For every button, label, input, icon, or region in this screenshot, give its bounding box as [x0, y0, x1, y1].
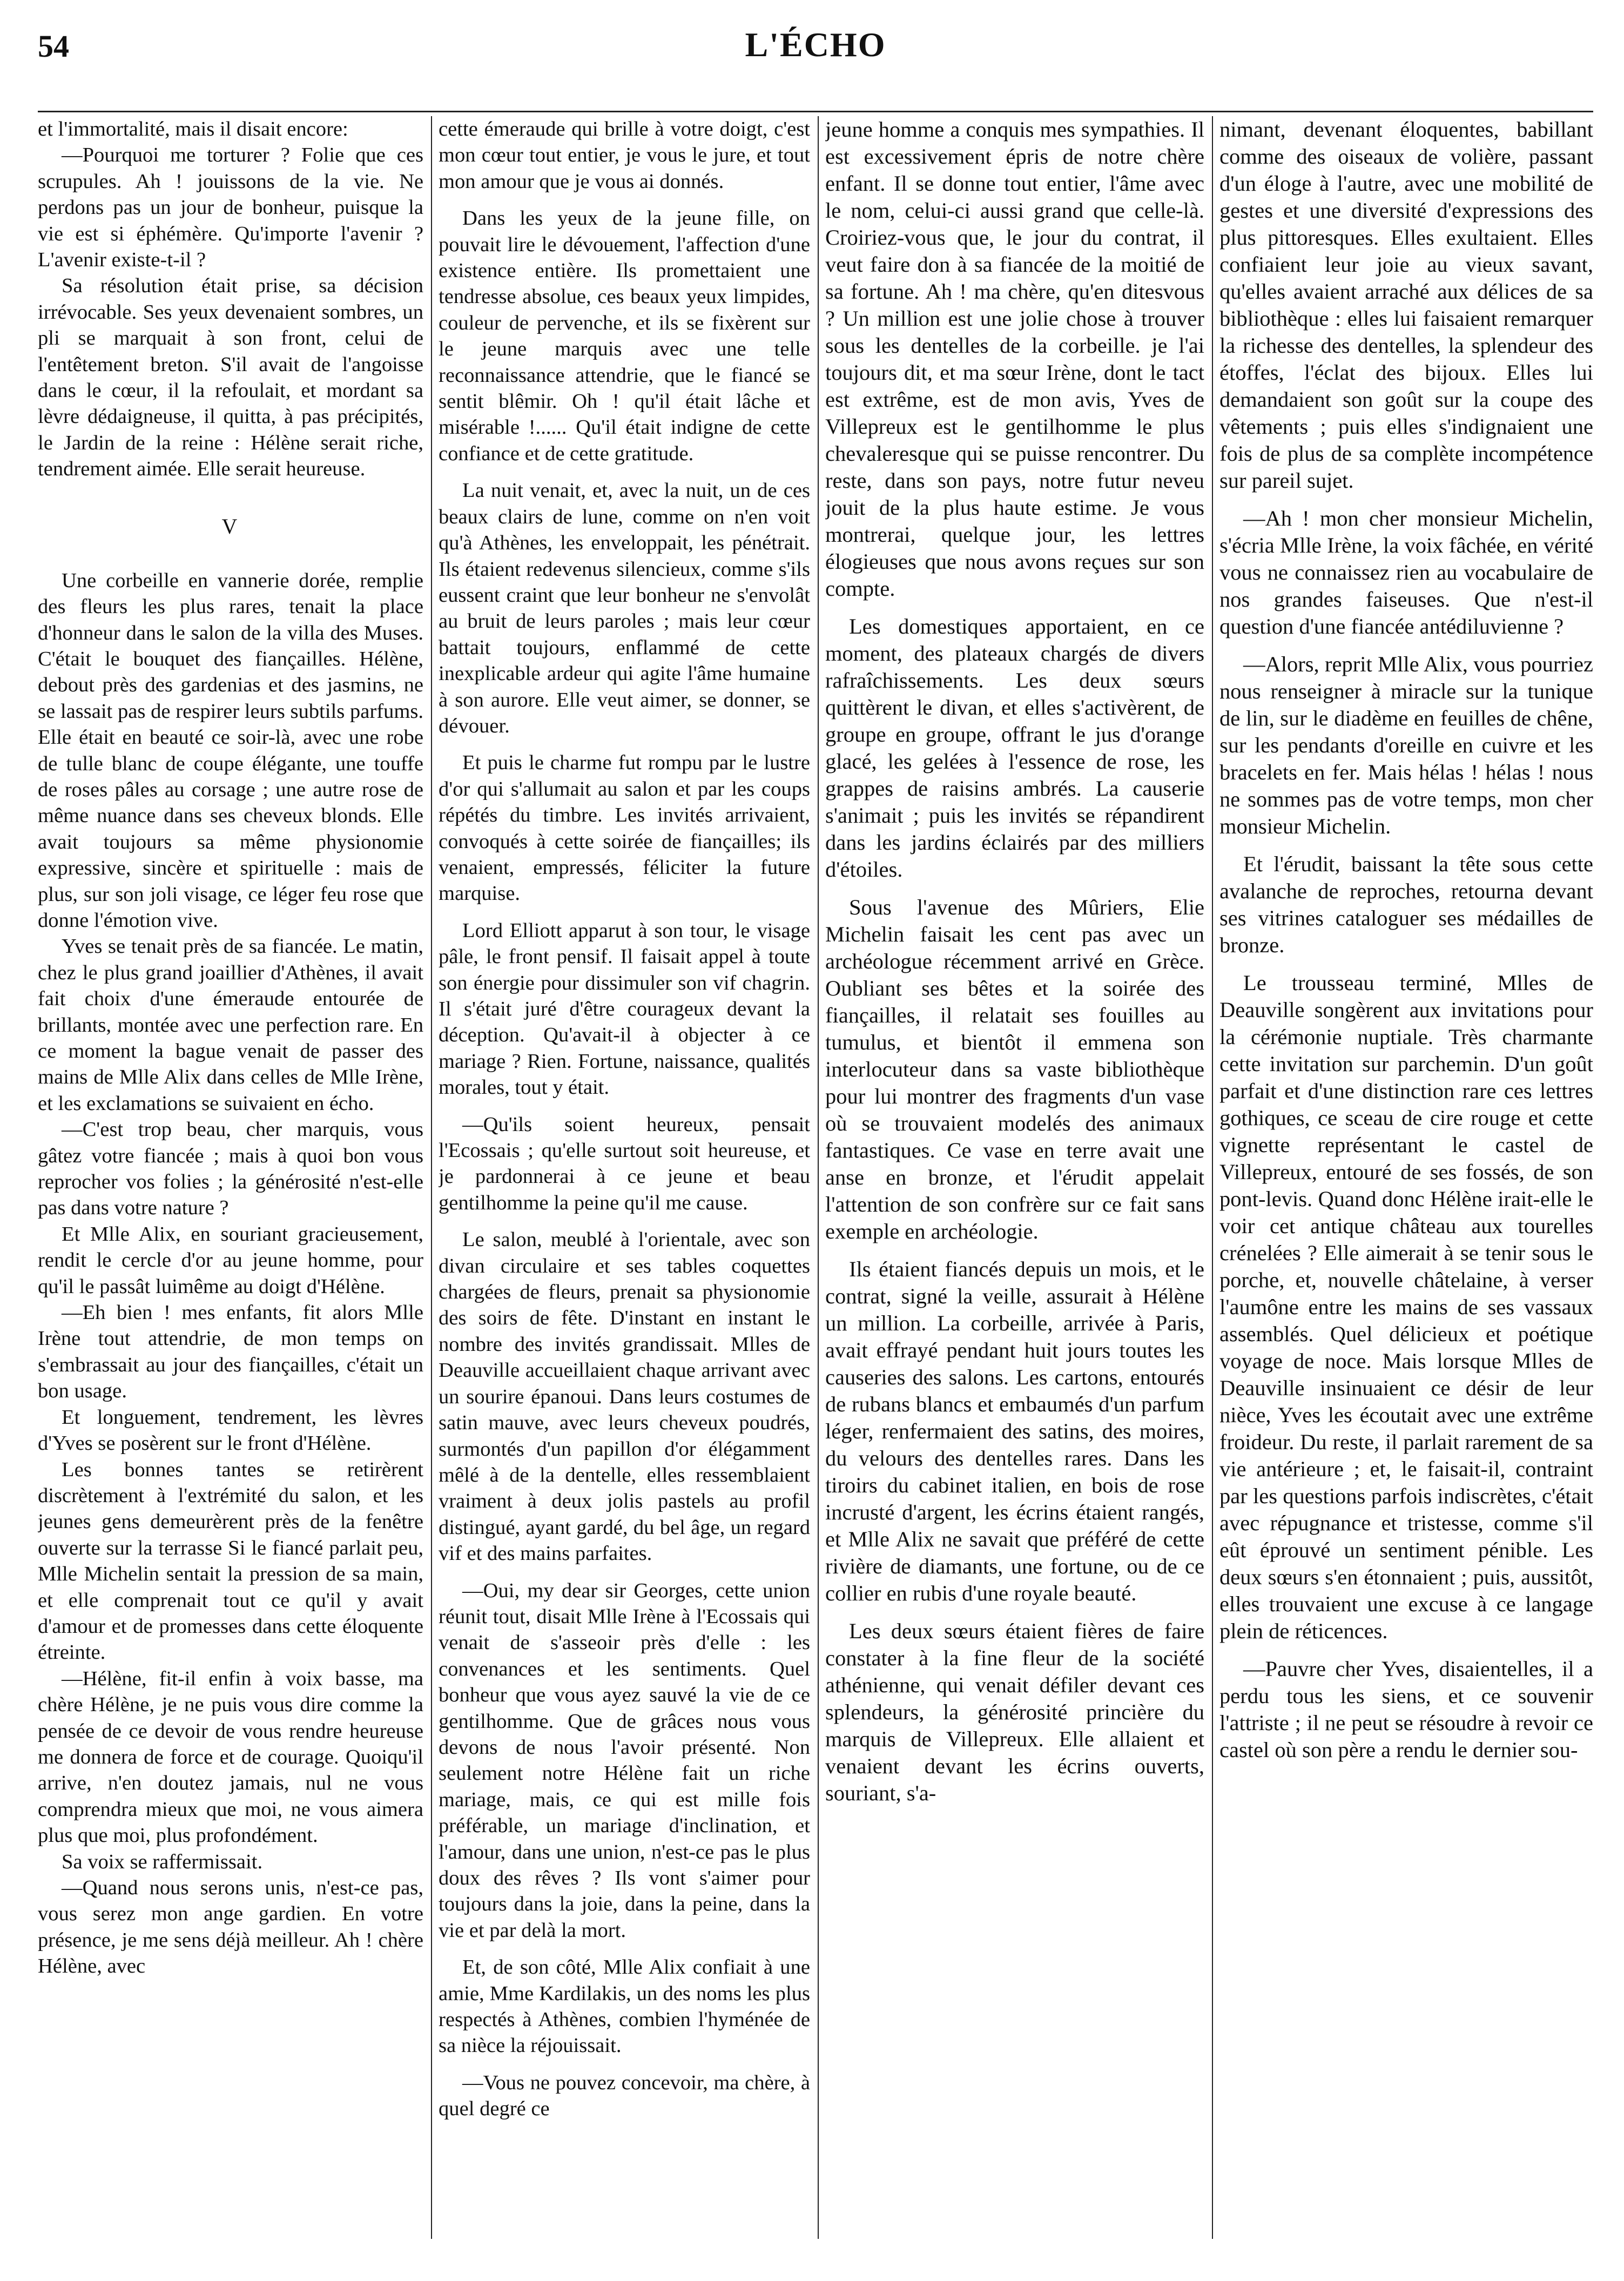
- text-column-1: [38, 116, 423, 2239]
- paragraph: Sa voix se raffermissait.: [62, 1850, 263, 1873]
- paragraph: Et puis le charme fut rompu par le lustre d'or qui s'allumait au salon et par les coups répétés du timbre. Les invités arrivaient, convoqués à cette soirée de fiançailles; ils venaient, empressés, féliciter la future marquise.: [439, 751, 810, 905]
- paragraph: Les bonnes tantes se retirèrent discrètement à l'extrémité du salon, et les jeunes gens demeurèrent près de la fenêtre ouverte sur la terrasse Si le fiancé parlait peu, Mlle Michelin sentait la pression de sa main, et elle comprenait tout ce qu'il y avait d'amour et de promesses dans cette éloquente étreinte.: [38, 1458, 423, 1664]
- paragraph: Et Mlle Alix, en souriant gracieusement, rendit le cercle d'or au jeune homme, pour qu'il le passât luimême au doigt d'Hélène.: [38, 1222, 423, 1298]
- column-divider: [1212, 116, 1213, 2239]
- paragraph: —Pauvre cher Yves, disaientelles, il a perdu tous les siens, et ce souvenir l'attriste ; il ne peut se résoudre à revoir ce castel où son père a rendu le dernier sou-: [1219, 1657, 1593, 1762]
- paragraph: —Eh bien ! mes enfants, fit alors Mlle Irène tout attendrie, de mon temps on s'embrassait au jour des fiançailles, c'était un bon usage.: [38, 1301, 423, 1403]
- paragraph: Lord Elliott apparut à son tour, le visage pâle, le front pensif. Il faisait appel à toute son énergie pour dissimuler son vif chagrin. Il s'était juré d'être courageux devant la déception. Qu'avait-il à objecter à ce mariage ? Rien. Fortune, naissance, qualités morales, tout y était.: [439, 919, 810, 1099]
- paragraph: —Ah ! mon cher monsieur Michelin, s'écria Mlle Irène, la voix fâchée, en vérité vous ne connaissez rien au vocabulaire de nos grandes faiseuses. Que n'est-il question d'une fiancée antédiluvienne ?: [1219, 506, 1593, 638]
- paragraph: Dans les yeux de la jeune fille, on pouvait lire le dévouement, l'affection d'une existence entière. Ils promettaient une tendresse absolue, ces beaux yeux limpides, couleur de pervenche, et ils se fixèrent sur le jeune marquis avec une telle reconnaissance attendrie, que le fiancé se sentit blêmir. Oh ! qu'il était lâche et misérable !...... Qu'il était indigne de cette confiance et de cette gratitude.: [439, 207, 810, 465]
- paragraph: —Hélène, fit-il enfin à voix basse, ma chère Hélène, je ne puis vous dire comme la pensée de ce devoir de vous rendre heureuse me donnera de force et de courage. Quoiqu'il arrive, n'en doutez jamais, nul ne vous comprendra mieux que moi, ne vous aimera plus que moi, plus profondément.: [38, 1667, 423, 1847]
- paragraph: —Quand nous serons unis, n'est-ce pas, vous serez mon ange gardien. En votre présence, je me sens déjà meilleur. Ah ! chère Hélène, avec: [38, 1876, 423, 1978]
- page-number: 54: [38, 29, 69, 64]
- paragraph: —C'est trop beau, cher marquis, vous gâtez votre fiancée ; mais à quoi bon vous reprocher vos folies ; la générosité n'est-elle pas dans votre nature ?: [38, 1118, 423, 1220]
- paragraph: jeune homme a conquis mes sympathies. Il est excessivement épris de notre chère enfant. Il se donne tout entier, l'âme avec le nom, celui-ci aussi grand que celle-là. Croiriez-vous que, le jour du contrat, il veut faire don à sa fiancée de la moitié de sa fortune. Ah ! ma chère, qu'en ditesvous ? Un million est une jolie chose à trouver sous les dentelles de la corbeille. je l'ai toujours dit, et ma sœur Irène, dont le tact est extrême, est de mon avis, Yves de Villepreux est le gentilhomme le plus chevaleresque qui se puisse rencontrer. Du reste, dans son pays, notre futur neveu jouit de la plus haute estime. Je vous montrerai, quelque jour, les lettres élogieuses que nous avons reçues sur son compte.: [825, 117, 1204, 601]
- paragraph: La nuit venait, et, avec la nuit, un de ces beaux clairs de lune, comme on n'en voit qu'à Athènes, les enveloppait, les pénétrait. Ils étaient redevenus silencieux, comme s'ils eussent craint que leur bonheur ne s'envolât au bruit de leurs paroles ; mais leur cœur battait toujours, enflammé de cette inexplicable ardeur qui agite l'âme humaine à son aurore. Elle veut aimer, se donner, se dévouer.: [439, 479, 810, 737]
- paragraph: —Qu'ils soient heureux, pensait l'Ecossais ; qu'elle surtout soit heureuse, et je pardonnerai à ce jeune et beau gentilhomme la peine qu'il me cause.: [439, 1113, 810, 1214]
- paragraph: Les deux sœurs étaient fières de faire constater à la fine fleur de la société athénienne, qui venait défiler devant ces splendeurs, la générosité princière du marquis de Villepreux. Elle allaient et venaient devant les écrins ouverts, souriant, s'a-: [825, 1619, 1204, 1805]
- paragraph: Et l'érudit, baissant la tête sous cette avalanche de reproches, retourna devant ses vitrines cataloguer ses médailles de bronze.: [1219, 852, 1593, 957]
- paragraph: Le trousseau terminé, Mlles de Deauville songèrent aux invitations pour la cérémonie nuptiale. Très charmante cette invitation sur parchemin. D'un goût parfait et d'une distinction rare ces lettres gothiques, ce sceau de cire rouge et cette vignette représentant le castel de Villepreux, entouré de ses fossés, de son pont-levis. Quand donc Hélène irait-elle le voir cet antique château aux tourelles crénelées ? Elle aimerait à se tenir sous le porche, et, nouvelle châtelaine, à verser l'aumône entre les mains de ses vassaux assemblés. Quel délicieux et poétique voyage de noce. Mais lorsque Mlles de Deauville insinuaient ce désir de leur nièce, Yves les écoutait avec une extrême froideur. Du reste, il parlait rarement de sa vie antérieure ; et, le faisait-il, contraint par les questions parfois indiscrètes, c'était avec répugnance et tristesse, comme s'il eût éprouvé un sentiment pénible. Les deux sœurs s'en étonnaient ; puis, aussitôt, elles trouvaient une excuse à ce langage plein de réticences.: [1219, 971, 1593, 1643]
- section-heading: V: [221, 514, 240, 539]
- column-divider: [431, 116, 432, 2239]
- paragraph: Les domestiques apportaient, en ce moment, des plateaux chargés de divers rafraîchissements. Les deux sœurs quittèrent le divan, et elles s'activèrent, de groupe en groupe, offrant le jus d'orange glacé, les gelées à l'essence de rose, les grappes de raisins ambrés. La causerie s'animait ; puis les invités se répandirent dans les jardins éclairés par des milliers d'étoiles.: [825, 614, 1204, 882]
- paragraph: Le salon, meublé à l'orientale, avec son divan circulaire et ses tables coquettes chargées de fleurs, prenait sa physionomie des soirs de fête. D'instant en instant le nombre des invités grandissait. Mlles de Deauville accueillaient chaque arrivant avec un sourire épanoui. Dans leurs costumes de satin mauve, avec leurs cheveux poudrés, surmontés d'un papillon d'or élégamment mêlé à de la dentelle, elles ressemblaient vraiment à deux jolis pastels au profil distingué, ayant gardé, du bel âge, un regard vif et des mains parfaites.: [439, 1228, 810, 1565]
- paragraph: —Vous ne pouvez concevoir, ma chère, à quel degré ce: [439, 2071, 810, 2121]
- paragraph: Une corbeille en vannerie dorée, remplie des fleurs les plus rares, tenait la place d'honneur dans le salon de la villa des Muses. C'était le bouquet des fiançailles. Hélène, debout près des gardenias et des jasmins, ne se lassait pas de respirer leurs subtils parfums. Elle était en beauté ce soir-là, avec une robe de tulle blanc de coupe élégante, une touffe de roses pâles au corsage ; une autre rose de même nuance dans ses cheveux blonds. Elle avait toujours sa même physionomie expressive, sincère et spirituelle : mais de plus, sur son joli visage, ce léger feu rose que donne l'émotion vive.: [38, 569, 423, 932]
- page-title: L'ÉCHO: [745, 25, 886, 64]
- paragraph: Sous l'avenue des Mûriers, Elie Michelin faisait les cent pas avec un archéologue récemment arrivé en Grèce. Oubliant ses bêtes et la soirée des fiançailles, il relatait ses fouilles au tumulus, et bientôt il emmena son interlocuteur dans sa vaste bibliothèque pour lui montrer des fragments d'un vase où se trouvaient modelés des animaux fantastiques. Ce vase en terre avait une anse en bronze, et l'érudit appelait l'attention de son confrère sur ce fait sans exemple en archéologie.: [825, 895, 1204, 1243]
- paragraph: cette émeraude qui brille à votre doigt, c'est mon cœur tout entier, je vous le jure, et tout mon amour que je vous ai donnés.: [439, 118, 810, 193]
- paragraph: Sa résolution était prise, sa décision irrévocable. Ses yeux devenaient sombres, un pli se marquait à son front, celui de l'entêtement breton. S'il avait de l'angoisse dans le cœur, il la refoulait, et mordant sa lèvre dédaigneuse, il quitta, à pas précipités, le Jardin de la reine : Hélène serait riche, tendrement aimée. Elle serait heureuse.: [38, 274, 423, 481]
- paragraph: et l'immortalité, mais il disait encore:: [38, 118, 348, 140]
- text-column-2: [439, 116, 810, 2239]
- paragraph: Ils étaient fiancés depuis un mois, et le contrat, signé la veille, assurait à Hélène un million. La corbeille, arrivée à Paris, avait effrayé pendant huit jours toutes les causeries des salons. Les cartons, entourés de rubans blancs et embaumés d'un parfum léger, renfermaient des satins, des moires, du velours des dentelles rares. Dans les tiroirs du cabinet italien, en bois de rose incrusté d'argent, les écrins étaient rangés, et Mlle Alix ne savait que préféré de cette rivière de diamants, une fortune, ou de ce collier en rubis d'une royale beauté.: [825, 1257, 1204, 1605]
- paragraph: —Pourquoi me torturer ? Folie que ces scrupules. Ah ! jouissons de la vie. Ne perdons pas un jour de bonheur, puisque la vie est si éphémère. Qu'importe l'avenir ? L'avenir existe-t-il ?: [38, 144, 423, 272]
- paragraph: —Oui, my dear sir Georges, cette union réunit tout, disait Mlle Irène à l'Ecossais qui venait de s'asseoir près d'elle : les convenances et les sentiments. Quel bonheur que vous ayez sauvé la vie de ce gentilhomme. Que de grâces nous vous devons de nous l'avoir présenté. Non seulement notre Hélène fait un riche mariage, mais, ce qui est mille fois préférable, un mariage d'inclination, et l'amour, dans une union, n'est-ce pas le plus doux des rêves ? Ils vont s'aimer pour toujours dans la joie, dans la peine, dans la vie et par delà la mort.: [439, 1579, 810, 1942]
- column-divider: [818, 116, 819, 2239]
- text-column-4: [1219, 116, 1593, 2239]
- paragraph: Et, de son côté, Mlle Alix confiait à une amie, Mme Kardilakis, un des noms les plus respectés à Athènes, combien l'hyménée de sa nièce la réjouissait.: [439, 1956, 810, 2057]
- text-column-3: [825, 116, 1204, 2239]
- paragraph: —Alors, reprit Mlle Alix, vous pourriez nous renseigner à miracle sur la tunique de lin, sur le diadème en feuilles de chêne, sur les pendants d'oreille en cuivre et les bracelets en fer. Mais hélas ! hélas ! nous ne sommes pas de votre temps, mon cher monsieur Michelin.: [1219, 652, 1593, 838]
- paragraph: Et longuement, tendrement, les lèvres d'Yves se posèrent sur le front d'Hélène.: [38, 1405, 423, 1455]
- paragraph: Yves se tenait près de sa fiancée. Le matin, chez le plus grand joaillier d'Athènes, il avait fait choix d'une émeraude entourée de brillants, montée avec une perfection rare. En ce moment la bague venait de passer des mains de Mlle Alix dans celles de Mlle Irène, et les exclamations se suivaient en écho.: [38, 935, 423, 1115]
- header-rule: [38, 111, 1593, 112]
- paragraph: nimant, devenant éloquentes, babillant comme des oiseaux de volière, passant d'un éloge à l'autre, avec une mobilité de gestes et une diversité d'expressions des plus pittoresques. Elles exultaient. Elles confiaient leur joie au vieux savant, qu'elles avaient arraché aux délices de sa bibliothèque : elles lui faisaient remarquer la richesse des dentelles, la splendeur des étoffes, l'éclat des bijoux. Elles lui demandaient son goût sur la coupe des vêtements ; puis elles s'indignaient une fois de plus de sa complète incompétence sur pareil sujet.: [1219, 117, 1593, 493]
- page-header: [38, 22, 1593, 70]
